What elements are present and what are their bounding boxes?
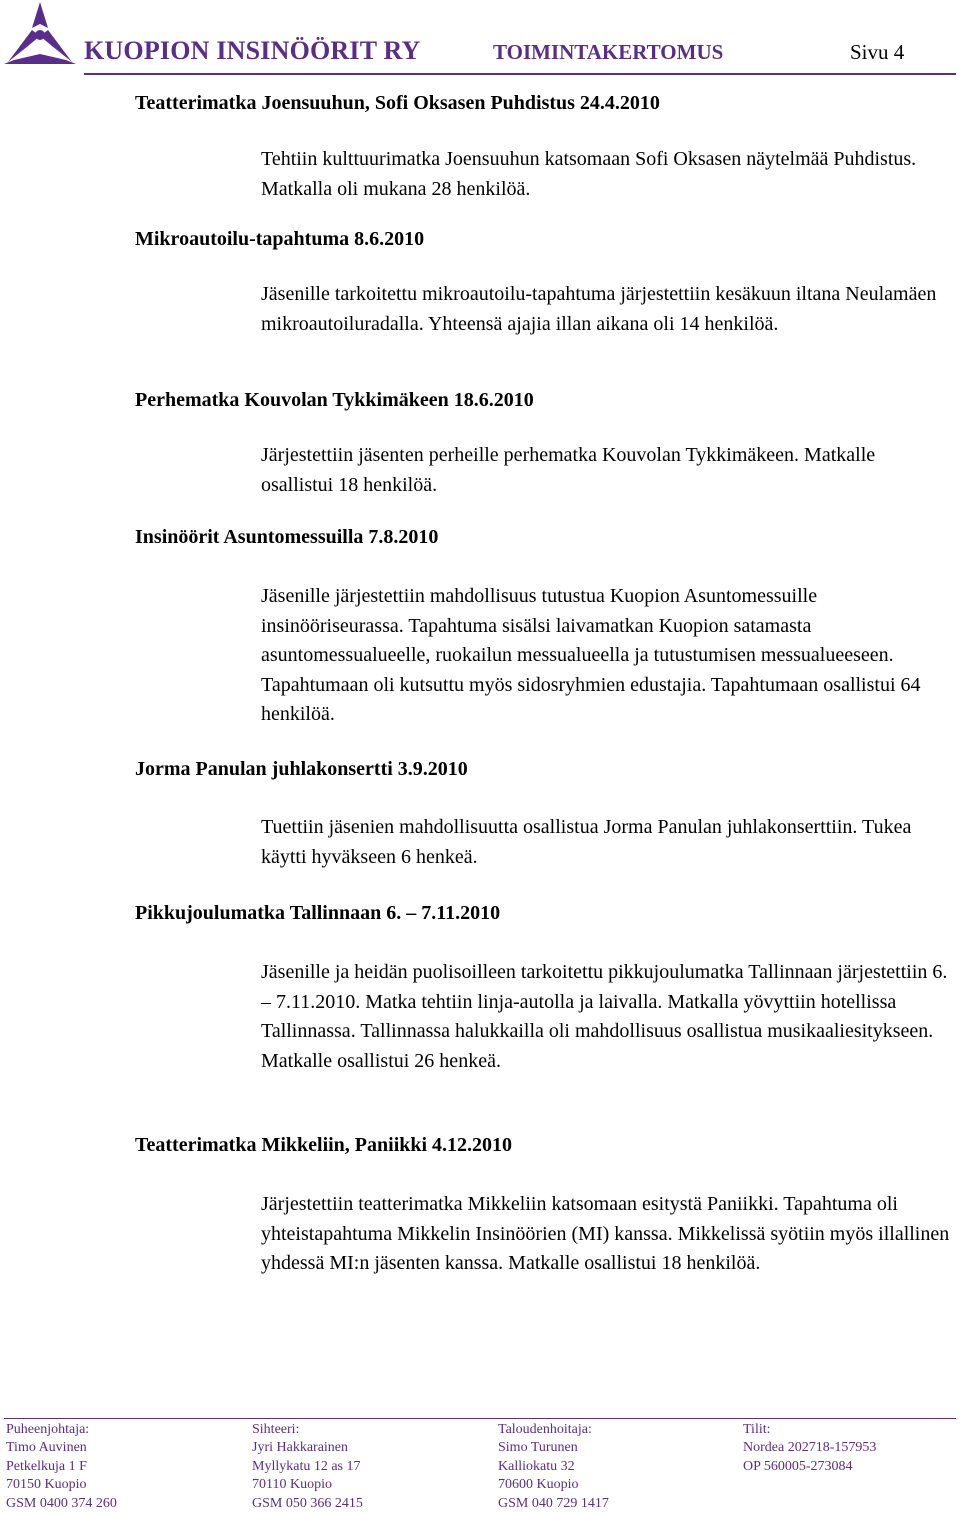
section-body: Järjestettiin jäsenten perheille perhematka Kouvolan Tykkimäkeen. Matkalle osallistui 18 henkilöä. bbox=[261, 444, 876, 496]
footer-label: Puheenjohtaja: bbox=[6, 1422, 90, 1437]
footer-line: Petkelkuja 1 F bbox=[6, 1458, 87, 1474]
section-title: Mikroautoilu-tapahtuma 8.6.2010 bbox=[135, 228, 425, 250]
section-title: Pikkujoulumatka Tallinnaan 6. – 7.11.2010 bbox=[135, 902, 501, 924]
footer-line: Kalliokatu 32 bbox=[498, 1458, 575, 1474]
footer-line: GSM 040 729 1417 bbox=[498, 1495, 609, 1511]
footer-label: Taloudenhoitaja: bbox=[498, 1422, 592, 1437]
document-title: TOIMINTAKERTOMUS bbox=[493, 40, 724, 64]
footer-line: Simo Turunen bbox=[498, 1440, 578, 1456]
section-title: Teatterimatka Mikkeliin, Paniikki 4.12.2010 bbox=[135, 1134, 513, 1156]
footer-treasurer bbox=[498, 1421, 609, 1513]
footer-line: Timo Auvinen bbox=[6, 1440, 87, 1456]
footer-line: Jyri Hakkarainen bbox=[252, 1440, 349, 1456]
footer-line: OP 560005-273084 bbox=[743, 1458, 853, 1474]
footer-label: Tilit: bbox=[743, 1422, 771, 1437]
footer-line: 70600 Kuopio bbox=[498, 1477, 579, 1493]
footer-line: GSM 050 366 2415 bbox=[252, 1495, 363, 1511]
organization-name: KUOPION INSINÖÖRIT RY bbox=[84, 36, 421, 65]
logo-icon bbox=[4, 2, 76, 66]
footer-line: Nordea 202718-157953 bbox=[743, 1440, 877, 1456]
footer-divider bbox=[4, 1418, 956, 1419]
section-body: Jäsenille järjestettiin mahdollisuus tutustua Kuopion Asuntomessuille insinööriseurassa. Tapahtuma sisälsi laivamatkan Kuopion satamasta asuntomessualueelle, ruokailun messualueella ja tutustumisen messualueeseen. Tapahtumaan oli kutsuttu myös sidosryhmien edustajia. Tapahtumaan osallistui 64 henkilöä. bbox=[261, 585, 921, 725]
section-title: Insinöörit Asuntomessuilla 7.8.2010 bbox=[135, 526, 439, 548]
header-divider bbox=[84, 73, 956, 75]
footer-secretary bbox=[252, 1421, 363, 1513]
section-body: Jäsenille tarkoitettu mikroautoilu-tapahtuma järjestettiin kesäkuun iltana Neulamäen mikroautoiluradalla. Yhteensä ajajia illan aikana oli 14 henkilöä. bbox=[261, 283, 937, 335]
section-body: Tehtiin kulttuurimatka Joensuuhun katsomaan Sofi Oksasen näytelmää Puhdistus. Matkalla oli mukana 28 henkilöä. bbox=[261, 148, 917, 200]
section-body: Jäsenille ja heidän puolisoilleen tarkoitettu pikkujoulumatka Tallinnaan järjestettiin 6. – 7.11.2010. Matka tehtiin linja-autolla ja laivalla. Matkalla yövyttiin hotellissa Tallinnassa. Tallinnassa halukkailla oli mahdollisuus osallistua musikaaliesitykseen. Matkalle osallistui 26 henkeä. bbox=[261, 961, 948, 1072]
section-title: Teatterimatka Joensuuhun, Sofi Oksasen Puhdistus 24.4.2010 bbox=[135, 92, 660, 114]
footer-line: 70150 Kuopio bbox=[6, 1477, 87, 1493]
page-number: Sivu 4 bbox=[850, 40, 905, 64]
section-title: Jorma Panulan juhlakonsertti 3.9.2010 bbox=[135, 758, 468, 780]
page-header bbox=[0, 0, 960, 80]
footer-line: GSM 0400 374 260 bbox=[6, 1495, 117, 1511]
section-title: Perhematka Kouvolan Tykkimäkeen 18.6.2010 bbox=[135, 389, 534, 411]
footer-label: Sihteeri: bbox=[252, 1422, 300, 1437]
section-body: Tuettiin jäsenien mahdollisuutta osallistua Jorma Panulan juhlakonserttiin. Tukea käytti hyväkseen 6 henkeä. bbox=[261, 816, 912, 868]
footer-accounts bbox=[743, 1421, 876, 1476]
footer-chairman bbox=[6, 1421, 117, 1513]
footer-line: Myllykatu 12 as 17 bbox=[252, 1458, 361, 1474]
section-body: Järjestettiin teatterimatka Mikkeliin katsomaan esitystä Paniikki. Tapahtuma oli yhteistapahtuma Mikkelin Insinöörien (MI) kanssa. Mikkelissä syötiin myös illallinen yhdessä MI:n jäsenten kanssa. Matkalle osallistui 18 henkilöä. bbox=[261, 1193, 950, 1274]
footer-line: 70110 Kuopio bbox=[252, 1477, 332, 1493]
